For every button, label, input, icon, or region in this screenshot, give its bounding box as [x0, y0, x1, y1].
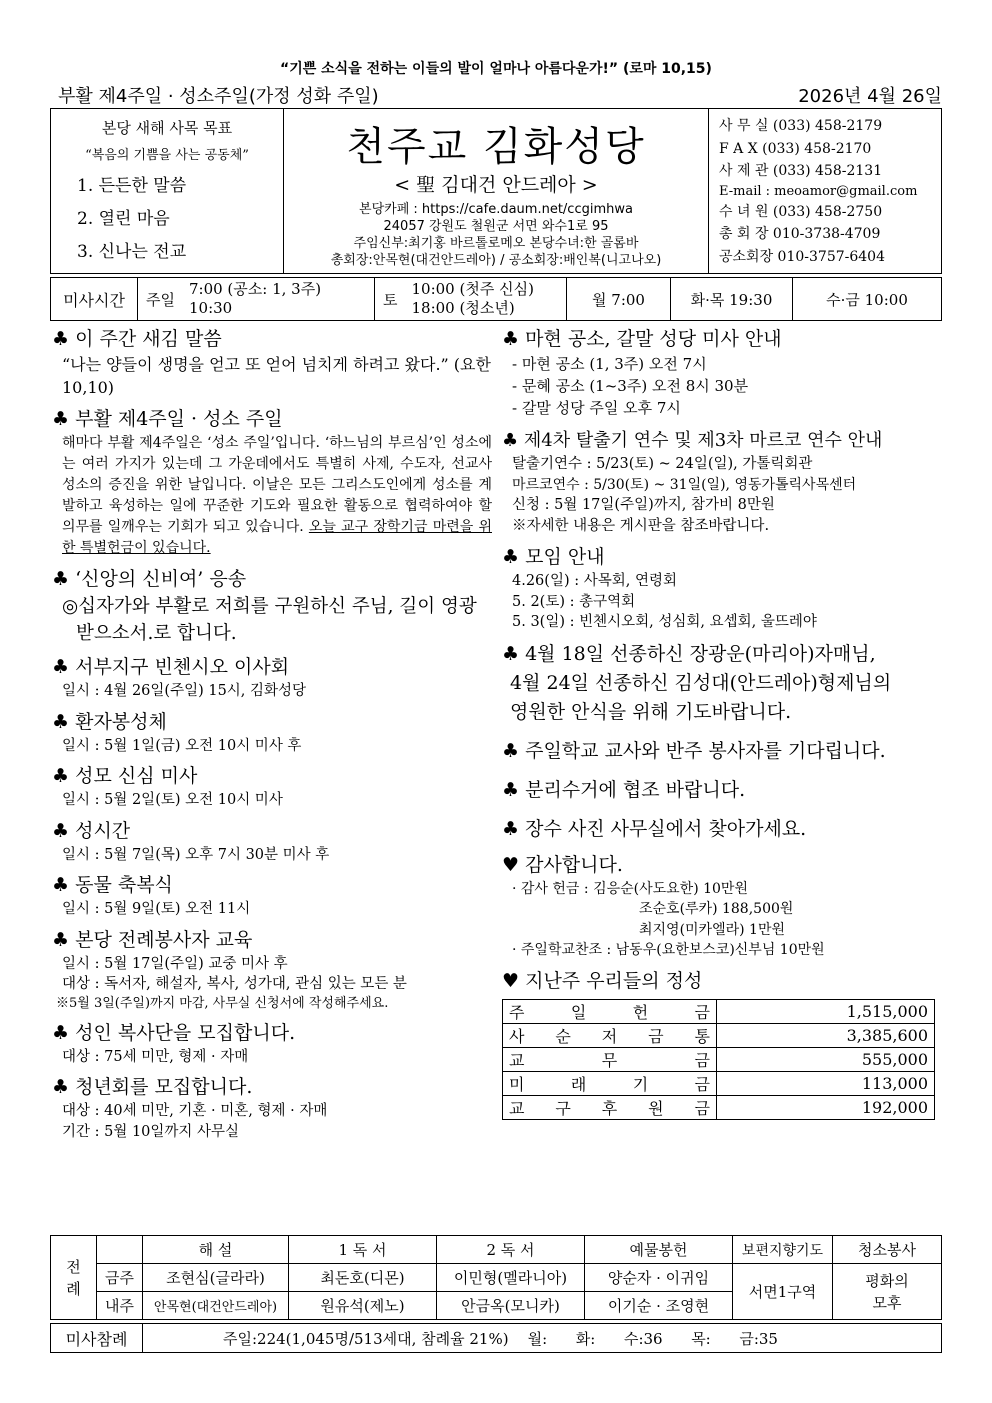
notice-line: 기간 : 5월 10일까지 사무실	[62, 1123, 240, 1140]
offering-label-char: 주	[509, 1002, 525, 1022]
contact-president: 총 회 장 010-3738-4709	[719, 226, 881, 242]
club-icon: ♣	[52, 710, 70, 733]
mass-tue-thu: 화·목 19:30	[671, 278, 793, 320]
thanks-line: 조순호(루카) 188,500원	[639, 901, 794, 917]
goals-title: 본당 새해 사목 목표	[101, 119, 233, 137]
duty-header: 1 독 서	[289, 1236, 437, 1264]
duty-header: 청소봉사	[833, 1236, 942, 1264]
notice-body: “나는 양들이 생명을 얻고 또 얻어 넘치게 하려고 왔다.” (요한 10,10)	[62, 355, 491, 397]
club-icon: ♣	[52, 1076, 70, 1098]
saturday-time-2: 18:00 (청소년)	[411, 299, 515, 317]
bulletin-date: 2026년 4월 26일	[798, 86, 942, 107]
notice-line: - 마현 공소 (1, 3주) 오전 7시	[512, 355, 707, 373]
club-icon: ♣	[502, 739, 520, 762]
offering-label-char: 후	[601, 1098, 618, 1118]
club-icon: ♣	[502, 778, 520, 801]
offering-amount: 1,515,000	[717, 999, 935, 1023]
notice-title: 지난주 우리들의 정성	[525, 969, 703, 992]
notice-meetings	[502, 544, 942, 633]
offering-label-char: 통	[694, 1026, 710, 1046]
offering-row	[503, 1047, 935, 1071]
duty-cell: 이민형(멜라니아)	[437, 1264, 585, 1292]
notice-body: 해마다 부활 제4주일은 ‘성소 주일’입니다. ‘하느님의 부르심’인 성소에는 여러 가지가 있는데 그 가운데에서도 특별히 사제, 수도자, 선교사 성소의 증진을 위한 날입니다. 이날은 모든 그리스도인에게 성소를 계발하고 육성하는 일에 꾸준한 기도와 필요한 활동으로 협력하여야 할 의무를 일깨우는 기회가 되고 있습니다.	[62, 435, 492, 535]
church-address: 24057 강원도 철원군 서면 와수1로 95	[383, 219, 609, 234]
offering-label-char: 무	[601, 1050, 618, 1070]
dateline	[58, 82, 942, 108]
club-icon: ♣	[502, 642, 520, 665]
offering-amount: 3,385,600	[717, 1023, 935, 1047]
notice-title: 분리수거에 협조 바랍니다.	[525, 778, 746, 801]
offering-label	[503, 1047, 717, 1071]
notice-line: 5. 2(토) : 총구역회	[512, 593, 636, 610]
sunday-time-1: 7:00 (공소: 1, 3주)	[188, 280, 322, 298]
club-icon: ♣	[52, 656, 70, 678]
deceased-line-2: 4월 24일 선종하신 김성대(안드레아)형제님의	[510, 671, 892, 694]
notice-title: 장수 사진 사무실에서 찾아가세요.	[525, 817, 807, 840]
club-icon: ♣	[502, 430, 519, 451]
offering-label	[503, 1095, 717, 1119]
thanks-line: 최지영(미카엘라) 1만원	[639, 921, 785, 938]
notice-line: 5. 3(일) : 빈첸시오회, 성심회, 요셉회, 울뜨레야	[512, 614, 817, 630]
club-icon: ♣	[502, 817, 520, 840]
notice-title: 주일학교 교사와 반주 봉사자를 기다립니다.	[525, 739, 886, 762]
scripture-quote: “기쁜 소식을 전하는 이들의 발이 얼마나 아름다운가!” (로마 10,15)	[280, 61, 712, 77]
left-column	[52, 326, 492, 1149]
notice-body: 일시 : 5월 1일(금) 오전 10시 미사 후	[62, 737, 302, 754]
offering-label-char: 사	[509, 1026, 525, 1046]
church-cafe: 본당카페 : https://cafe.daum.net/ccgimhwa	[359, 202, 633, 217]
notice-offerings	[502, 968, 942, 1120]
notice-altar-servers	[52, 1020, 492, 1068]
deceased-line-3: 영원한 안식을 위해 기도바랍니다.	[510, 700, 792, 723]
notice-youth	[52, 1074, 492, 1142]
notice-body: ◎십자가와 부활로 저희를 구원하신 주님, 길이 영광 받으소서.로 합니다.	[62, 596, 477, 644]
notice-marian-mass	[52, 763, 492, 811]
notice-body: 일시 : 5월 9일(토) 오전 11시	[62, 901, 251, 917]
duty-row-label: 내주	[97, 1292, 143, 1320]
notice-title: 성시간	[75, 819, 131, 842]
duty-header: 보편지향기도	[733, 1236, 833, 1264]
notice-line: - 갈말 성당 주일 오후 7시	[512, 399, 681, 417]
right-column	[502, 326, 942, 1127]
offering-label-char: 금	[694, 1002, 710, 1022]
club-icon: ♣	[52, 765, 70, 787]
notice-vocation-sunday	[52, 406, 492, 559]
sunday-time-2: 10:30	[188, 299, 233, 317]
offering-label	[503, 999, 717, 1023]
notice-recycling	[502, 776, 942, 805]
attendance-counts: 주일:224(1,045명/513세대, 참례율 21%) 월: 화: 수:36 목: 금:35	[223, 1329, 778, 1348]
offering-label-char: 교	[509, 1050, 525, 1070]
offering-label	[503, 1071, 717, 1095]
mass-saturday	[375, 278, 567, 320]
church-patron: < 聖 김대건 안드레아 >	[394, 174, 598, 196]
duty-corner	[97, 1236, 143, 1264]
club-icon: ♣	[52, 1021, 70, 1044]
attendance-bar	[50, 1323, 942, 1353]
notice-teachers	[502, 737, 942, 766]
club-icon: ♣	[52, 328, 70, 350]
notice-title: 제4차 탈출기 연수 및 제3차 마르코 연수 안내	[523, 430, 883, 451]
notice-line: - 문혜 공소 (1~3주) 오전 8시 30분	[512, 377, 749, 395]
heart-icon: ♥	[502, 969, 520, 992]
duty-header: 2 독 서	[437, 1236, 585, 1264]
notice-title: 서부지구 빈첸시오 이사회	[75, 656, 290, 678]
notice-title: 성인 복사단을 모집합니다.	[75, 1021, 296, 1044]
offering-label-char: 금	[694, 1098, 710, 1118]
notice-title: 이 주간 새김 말씀	[75, 328, 222, 350]
offering-label-char: 저	[601, 1026, 618, 1046]
offering-label-char: 미	[509, 1074, 525, 1094]
duty-row-label: 금주	[97, 1264, 143, 1292]
offering-amount: 113,000	[717, 1071, 935, 1095]
offering-amount: 192,000	[717, 1095, 935, 1119]
thanks-line: · 주일학교찬조 : 남동우(요한보스코)신부님 10만원	[512, 942, 825, 958]
contact-mission-president: 공소회장 010-3757-6404	[719, 248, 885, 265]
attendance-label: 미사참례	[51, 1324, 143, 1352]
liturgy-duty-table	[50, 1235, 942, 1320]
club-icon: ♣	[52, 874, 70, 896]
notice-title: 마현 공소, 갈말 성당 미사 안내	[525, 328, 782, 350]
notice-title: 환자봉성체	[75, 710, 167, 733]
notice-photos	[502, 815, 942, 844]
notice-weekly-word	[52, 326, 492, 399]
offering-label-char: 기	[632, 1074, 649, 1094]
notice-body: 일시 : 5월 7일(목) 오후 7시 30분 미사 후	[62, 846, 330, 863]
notice-title: 부활 제4주일 · 성소 주일	[75, 408, 283, 430]
notice-line: 마르코연수 : 5/30(토) ~ 31일(일), 영동가톨릭사목센터	[512, 476, 857, 493]
contact-convent: 수 녀 원 (033) 458-2750	[719, 203, 883, 220]
mass-wed-fri: 수·금 10:00	[826, 290, 908, 309]
duty-header: 해 설	[143, 1236, 289, 1264]
duty-cell: 안금옥(모니카)	[437, 1292, 585, 1320]
offering-row	[503, 1071, 935, 1095]
notice-line: ※자세한 내용은 게시판을 참조바랍니다.	[512, 517, 770, 534]
notice-line: 신청 : 5월 17일(주일)까지, 참가비 8만원	[512, 497, 775, 513]
notice-title: ‘신앙의 신비여’ 응송	[75, 568, 247, 590]
mass-monday: 월 7:00	[567, 278, 671, 320]
duty-side-label: 전례	[51, 1236, 97, 1320]
duty-prayer: 서면1구역	[733, 1264, 833, 1320]
club-icon: ♣	[52, 568, 70, 590]
offering-label-char: 구	[555, 1098, 571, 1118]
notice-title: 본당 전례봉사자 교육	[75, 928, 253, 951]
contact-list	[709, 109, 941, 273]
contact-fax: F A X (033) 458-2170	[719, 140, 872, 157]
duty-cell: 최돈호(디몬)	[289, 1264, 437, 1292]
sunday-label: 주일	[146, 290, 175, 309]
goals-motto: “복음의 기쁨을 사는 공동체”	[85, 148, 249, 163]
offering-label-char: 금	[648, 1026, 664, 1046]
thanks-line: · 감사 헌금 : 김응순(사도요한) 10만원	[512, 880, 748, 897]
notice-body: 일시 : 5월 2일(토) 오전 10시 미사	[62, 792, 283, 808]
saturday-label: 토	[383, 290, 398, 309]
saturday-time-1: 10:00 (첫주 신심)	[411, 280, 534, 298]
duty-header: 예물봉헌	[585, 1236, 733, 1264]
church-name: 천주교 김화성당	[346, 124, 646, 170]
notice-vincent	[52, 654, 492, 702]
club-icon: ♣	[52, 928, 70, 951]
club-icon: ♣	[502, 328, 520, 350]
notice-line: ※5월 3일(주일)까지 마감, 사무실 신청서에 작성해주세요.	[56, 995, 389, 1011]
notice-deceased	[502, 640, 942, 727]
duty-cell: 안목현(대건안드레아)	[143, 1292, 289, 1320]
contact-office: 사 무 실 (033) 458-2179	[719, 118, 883, 134]
notice-title: 청년회를 모집합니다.	[75, 1076, 253, 1098]
heart-icon: ♥	[502, 853, 520, 876]
club-icon: ♣	[52, 408, 70, 430]
mass-label: 미사시간	[51, 278, 138, 320]
duty-cleaning: 평화의 모후	[833, 1264, 942, 1320]
offering-label-char: 금	[694, 1074, 710, 1094]
notice-title: 감사합니다.	[525, 853, 623, 876]
notice-animal-blessing	[52, 872, 492, 920]
offering-amount: 555,000	[717, 1047, 935, 1071]
deceased-line-1: 4월 18일 선종하신 장광운(마리아)자매님,	[525, 642, 876, 665]
notice-title: 모임 안내	[525, 546, 605, 568]
club-icon: ♣	[52, 819, 70, 842]
duty-cell: 이기순 · 조영현	[585, 1292, 733, 1320]
offering-row	[503, 999, 935, 1023]
offering-label-char: 헌	[632, 1002, 649, 1022]
church-info	[284, 109, 709, 273]
goal-item: 3. 신나는 전교	[77, 242, 187, 262]
mass-sunday	[138, 278, 375, 320]
duty-cell: 조현심(글라라)	[143, 1264, 289, 1292]
offering-label-char: 일	[570, 1002, 587, 1022]
duty-cell: 양순자 · 이귀임	[585, 1264, 733, 1292]
notice-mission-mass	[502, 326, 942, 419]
club-icon: ♣	[502, 546, 520, 568]
pastoral-goals	[51, 109, 284, 273]
offering-table	[502, 999, 935, 1120]
notice-thanks	[502, 852, 942, 961]
goal-item: 1. 든든한 말씀	[77, 176, 187, 196]
liturgical-day: 부활 제4주일 · 성소주일(가정 성화 주일)	[58, 86, 379, 107]
notice-sick-communion	[52, 709, 492, 757]
special-collection-note: 오늘 교구 장학기금 마련을 위한 특별헌금이 있습니다.	[62, 519, 492, 556]
offering-label-char: 교	[509, 1098, 525, 1118]
notice-title: 동물 축복식	[75, 874, 173, 896]
notice-liturgy-training	[52, 927, 492, 1013]
notice-body: 일시 : 4월 26일(주일) 15시, 김화성당	[62, 683, 307, 699]
offering-label-char: 순	[555, 1026, 571, 1046]
offering-row	[503, 1095, 935, 1119]
mass-schedule	[50, 277, 942, 321]
notice-body: 대상 : 75세 미만, 형제 · 자매	[62, 1048, 249, 1065]
offering-label	[503, 1023, 717, 1047]
notice-line: 일시 : 5월 17일(주일) 교중 미사 후	[62, 955, 288, 972]
notice-line: 탈출기연수 : 5/23(토) ~ 24일(일), 가톨릭회관	[512, 456, 813, 472]
contact-rectory: 사 제 관 (033) 458-2131	[719, 163, 883, 179]
offering-label-char: 금	[694, 1050, 710, 1070]
masthead	[50, 108, 942, 274]
notice-line: 대상 : 40세 미만, 기혼 · 미혼, 형제 · 자매	[62, 1103, 328, 1119]
contact-email: E-mail : meoamor@gmail.com	[719, 183, 918, 199]
church-presidents: 총회장:안목현(대건안드레아) / 공소회장:배인복(니고나오)	[330, 253, 662, 268]
notice-acclamation	[52, 566, 492, 647]
duty-cell: 원유석(제노)	[289, 1292, 437, 1320]
offering-label-char: 원	[648, 1098, 664, 1118]
offering-label-char: 래	[570, 1074, 587, 1094]
church-clergy: 주임신부:최기홍 바르톨로메오 본당수녀:한 골롬바	[353, 236, 639, 251]
notice-line: 대상 : 독서자, 해설자, 복사, 성가대, 관심 있는 모든 분	[62, 976, 407, 992]
notice-title: 성모 신심 미사	[75, 765, 198, 787]
offering-row	[503, 1023, 935, 1047]
notice-line: 4.26(일) : 사목회, 연령회	[512, 573, 677, 589]
goal-item: 2. 열린 마음	[77, 209, 170, 229]
notice-holy-hour	[52, 818, 492, 866]
notice-retreats	[502, 427, 942, 536]
